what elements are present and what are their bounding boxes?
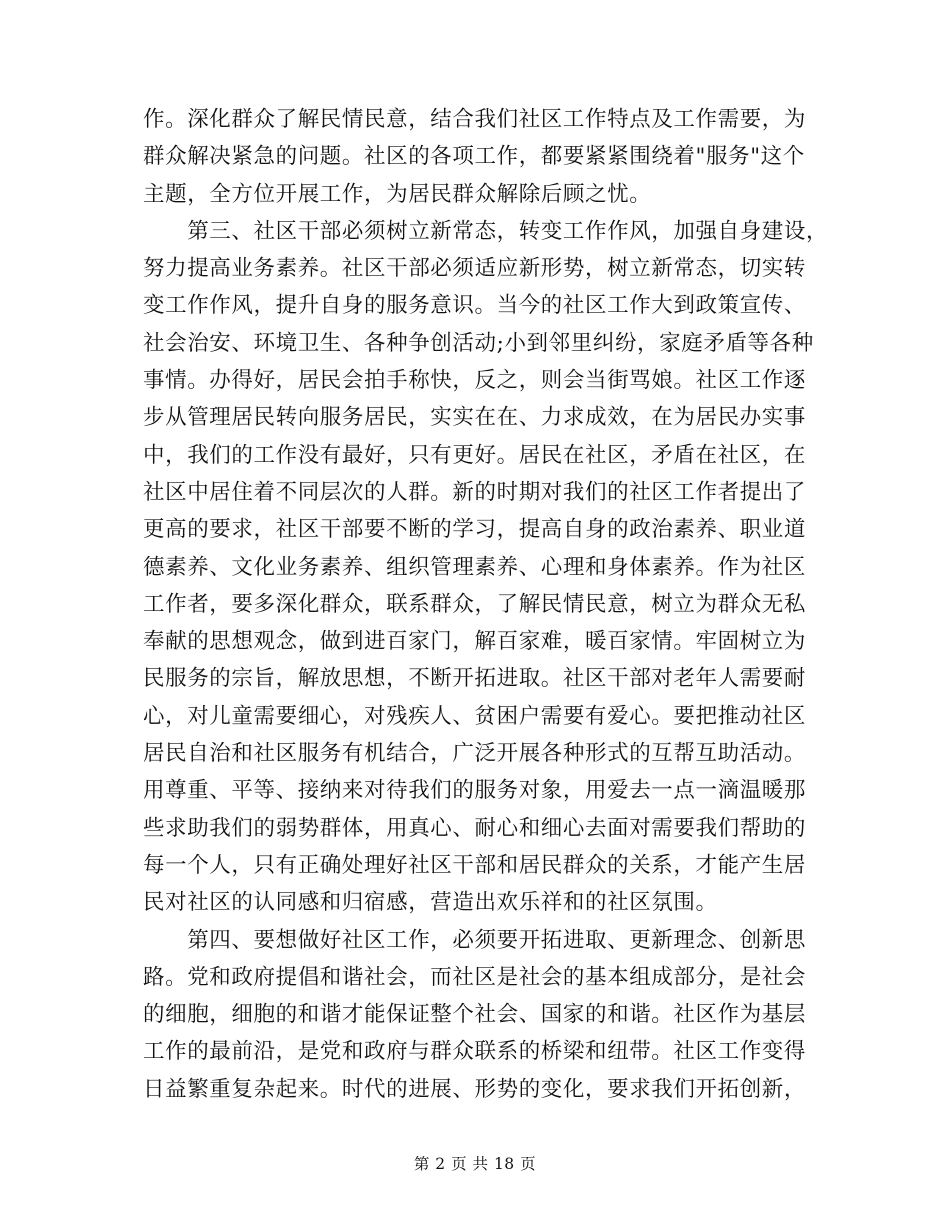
body-text [143, 101, 829, 1108]
text-line: 主题，全方位开展工作，为居民群众解除后顾之忧。 [143, 181, 652, 207]
text-line: 第三、社区干部必须树立新常态，转变工作作风，加强自身建设， [143, 218, 829, 244]
page-number: 第 2 页 共 18 页 [413, 1155, 537, 1173]
text-line: 路。党和政府提倡和谐社会，而社区是社会的基本组成部分，是社会 [143, 964, 807, 990]
text-line: 民对社区的认同感和归宿感，营造出欢乐祥和的社区氛围。 [143, 890, 718, 916]
text-line: 更高的要求，社区干部要不断的学习，提高自身的政治素养、职业道 [143, 517, 807, 543]
text-line: 努力提高业务素养。社区干部必须适应新形势，树立新常态，切实转 [143, 256, 807, 282]
text-line: 变工作作风，提升自身的服务意识。当今的社区工作大到政策宣传、 [143, 293, 807, 319]
text-line: 的细胞，细胞的和谐才能保证整个社会、国家的和谐。社区作为基层 [143, 1002, 807, 1028]
text-line: 些求助我们的弱势群体，用真心、耐心和细心去面对需要我们帮助的 [143, 815, 807, 841]
text-line: 居民自治和社区服务有机结合，广泛开展各种形式的互帮互助活动。 [143, 741, 807, 767]
text-line: 社区中居住着不同层次的人群。新的时期对我们的社区工作者提出了 [143, 479, 807, 505]
text-line: 群众解决紧急的问题。社区的各项工作，都要紧紧围绕着"服务"这个 [143, 144, 805, 170]
text-line: 民服务的宗旨，解放思想，不断开拓进取。社区干部对老年人需要耐 [143, 666, 807, 692]
text-line: 社会治安、环境卫生、各种争创活动;小到邻里纠纷，家庭矛盾等各种 [143, 330, 814, 356]
text-line: 中，我们的工作没有最好，只有更好。居民在社区，矛盾在社区，在 [143, 442, 807, 468]
text-line: 用尊重、平等、接纳来对待我们的服务对象，用爱去一点一滴温暖那 [143, 778, 807, 804]
text-line: 心，对儿童需要细心，对残疾人、贫困户需要有爱心。要把推动社区 [143, 703, 807, 729]
text-line: 第四、要想做好社区工作，必须要开拓进取、更新理念、创新思 [143, 927, 807, 953]
text-line: 事情。办得好，居民会拍手称快，反之，则会当街骂娘。社区工作逐 [143, 368, 807, 394]
text-line: 每一个人，只有正确处理好社区干部和居民群众的关系，才能产生居 [143, 852, 807, 878]
text-line: 日益繁重复杂起来。时代的进展、形势的变化，要求我们开拓创新， [143, 1076, 807, 1102]
text-line: 工作者，要多深化群众，联系群众，了解民情民意，树立为群众无私 [143, 591, 807, 617]
text-line: 德素养、文化业务素养、组织管理素养、心理和身体素养。作为社区 [143, 554, 807, 580]
text-line: 作。深化群众了解民情民意，结合我们社区工作特点及工作需要，为 [143, 107, 807, 132]
text-line: 奉献的思想观念，做到进百家门，解百家难，暖百家情。牢固树立为 [143, 629, 807, 655]
text-line: 工作的最前沿，是党和政府与群众联系的桥梁和纽带。社区工作变得 [143, 1039, 807, 1065]
text-line: 步从管理居民转向服务居民，实实在在、力求成效，在为居民办实事 [143, 405, 807, 431]
